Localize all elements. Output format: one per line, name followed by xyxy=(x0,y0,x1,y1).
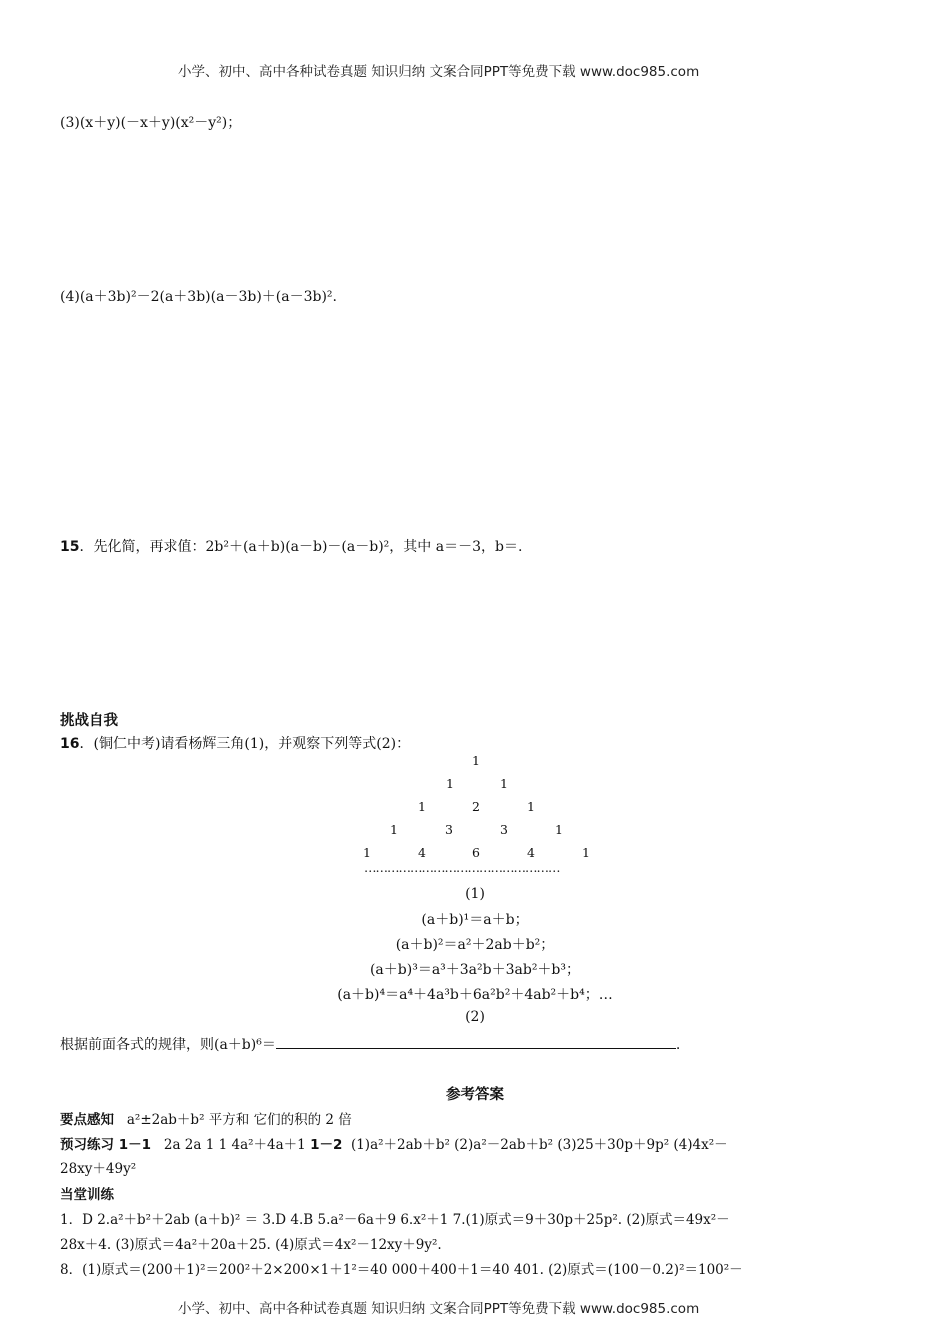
pascal-number: 1 xyxy=(390,822,398,837)
answer-line-2 xyxy=(60,1133,728,1153)
question-14-4-expression: (a＋3b)²－2(a＋3b)(a－3b)＋(a－3b)². xyxy=(79,289,337,305)
question-14-3-label: (3) xyxy=(60,115,80,131)
question-16-number: 16 xyxy=(60,736,80,752)
equation-3: (a＋b)³＝a³＋3a²b＋3ab²＋b³； xyxy=(369,962,581,978)
equation-2: (a＋b)²＝a²＋2ab＋b²； xyxy=(395,937,555,953)
question-14-3 xyxy=(60,112,241,132)
challenge-heading: 挑战自我 xyxy=(60,713,118,729)
answer-text: (1)a²＋2ab＋b² (2)a²－2ab＋b² (3)25＋30p＋9p² (4)4x²－ xyxy=(350,1137,728,1153)
question-15-text: ．先化简，再求值：2b²＋(a＋b)(a－b)－(a－b)²，其中 a＝－3，b＝. xyxy=(79,539,523,555)
pascal-number: 1 xyxy=(555,822,563,837)
equation-4: (a＋b)⁴＝a⁴＋4a³b＋6a²b²＋4ab²＋b⁴；… xyxy=(337,987,613,1003)
answer-text: 2a 2a 1 1 4a²＋4a＋1 xyxy=(163,1137,311,1153)
answer-line-7: 8．(1)原式＝(200＋1)²＝200²＋2×200×1＋1²＝40 000＋400＋1＝40 401. (2)原式＝(100－0.2)²＝100²－ xyxy=(60,1262,743,1278)
pascal-number: 1 xyxy=(527,799,535,814)
answer-line-5: 1．D 2.a²＋b²＋2ab (a＋b)² ＝ 3.D 4.B 5.a²－6a＋9 6.x²＋1 7.(1)原式＝9＋30p＋25p². (2)原式＝49x²－ xyxy=(60,1212,730,1228)
equation-1: (a＋b)¹＝a＋b； xyxy=(421,912,529,928)
pascal-number: 1 xyxy=(582,845,590,860)
question-16-prompt-text: 根据前面各式的规律，则(a＋b)⁶＝ xyxy=(60,1037,276,1053)
question-15-number: 15 xyxy=(60,539,80,555)
pascal-number: 3 xyxy=(445,822,453,837)
question-14-4-label: (4) xyxy=(60,289,80,305)
pascal-number: 2 xyxy=(472,799,480,814)
answer-line-1 xyxy=(60,1108,352,1128)
pascal-number: 4 xyxy=(527,845,535,860)
question-16 xyxy=(60,733,410,753)
page-header: 小学、初中、高中各种试卷真题 知识归纳 文案合同PPT等免费下载 www.doc985.com xyxy=(178,64,700,80)
answer-text: a²±2ab＋b² 平方和 它们的积的 2 倍 xyxy=(126,1112,352,1128)
pascal-number: 1 xyxy=(363,845,371,860)
question-15 xyxy=(60,536,522,556)
question-16-prompt xyxy=(60,1034,680,1054)
figure-label-1: (1) xyxy=(465,886,485,902)
pascal-number: 3 xyxy=(500,822,508,837)
question-14-3-expression: (x＋y)(－x＋y)(x²－y²)； xyxy=(79,115,242,131)
question-16-text: ．(铜仁中考)请看杨辉三角(1)，并观察下列等式(2)： xyxy=(79,736,411,752)
answer-section-label: 1－2 xyxy=(310,1137,343,1153)
question-16-prompt-end: . xyxy=(675,1037,681,1053)
pascal-number: 1 xyxy=(446,776,454,791)
answers-title: 参考答案 xyxy=(446,1087,504,1103)
question-14-4 xyxy=(60,286,337,306)
answer-line-6: 28x＋4. (3)原式＝4a²＋20a＋25. (4)原式＝4x²－12xy＋9y². xyxy=(60,1237,442,1253)
answer-section-label: 当堂训练 xyxy=(60,1187,114,1203)
answer-blank[interactable] xyxy=(276,1036,676,1049)
pascal-number: 1 xyxy=(500,776,508,791)
answer-section-label: 预习练习 1－1 xyxy=(60,1137,151,1153)
answer-section-label: 要点感知 xyxy=(60,1112,114,1128)
pascal-number: 4 xyxy=(418,845,426,860)
pascal-number: 6 xyxy=(472,845,480,860)
pascal-number: 1 xyxy=(472,753,480,768)
pascal-number: 1 xyxy=(418,799,426,814)
pascal-dots: …………………………………………… xyxy=(364,860,560,875)
figure-label-2: (2) xyxy=(465,1009,485,1025)
answer-line-3: 28xy＋49y² xyxy=(60,1161,137,1177)
page-footer: 小学、初中、高中各种试卷真题 知识归纳 文案合同PPT等免费下载 www.doc985.com xyxy=(178,1301,700,1317)
